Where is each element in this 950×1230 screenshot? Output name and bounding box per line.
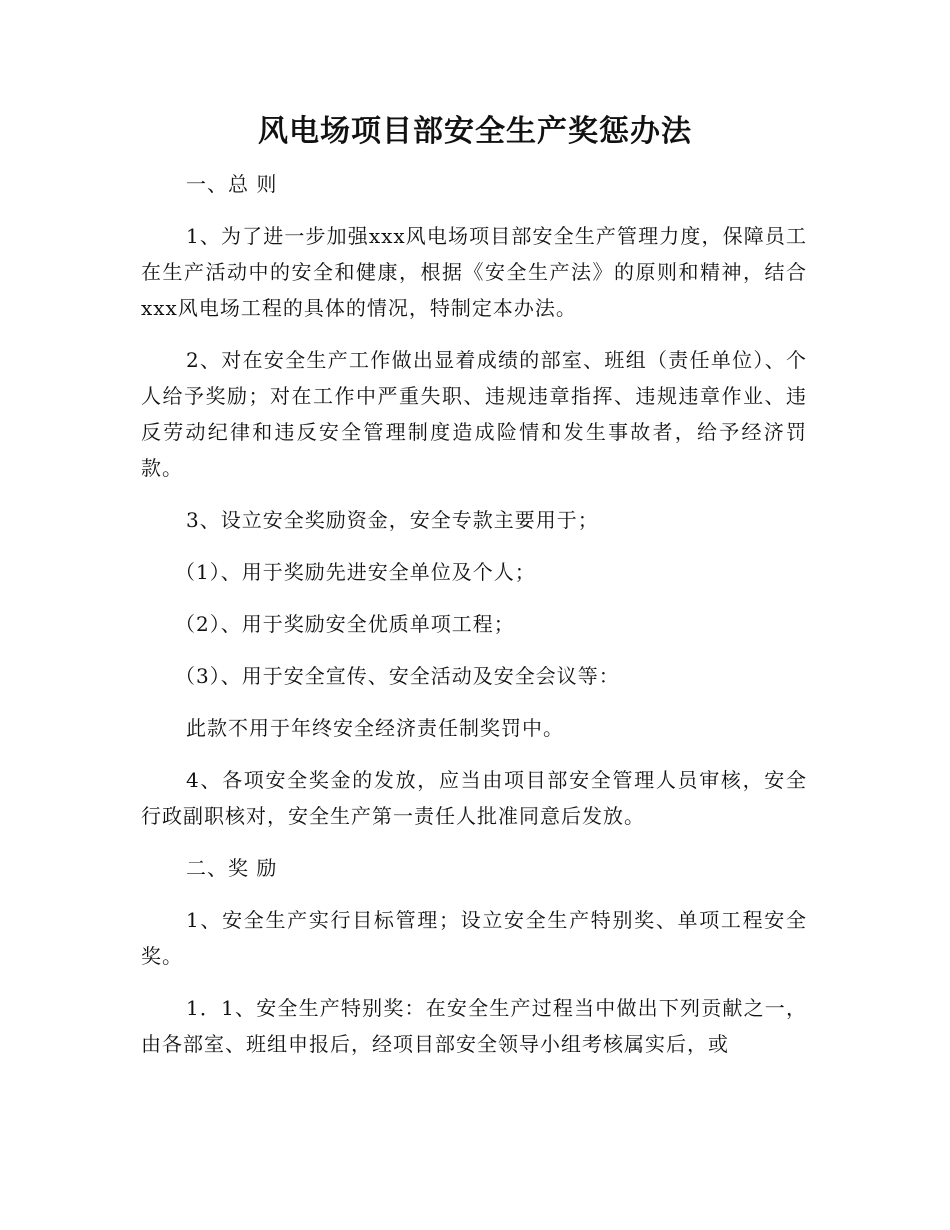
paragraph-rewards-1: 1、安全生产实行目标管理；设立安全生产特别奖、单项工程安全奖。 <box>141 908 807 968</box>
section-heading-general: 一、总 则 <box>186 172 278 196</box>
paragraph-3-fund: 3、设立安全奖励资金，安全专款主要用于； <box>186 508 599 532</box>
paragraph-rewards-1-1: 1．1、安全生产特别奖：在安全生产过程当中做出下列贡献之一，由各部室、班组申报后，经项目部安全领导小组考核属实后，或 <box>141 996 807 1056</box>
paragraph-1-purpose: 1、为了进一步加强xxx风电场项目部安全生产管理力度，保障员工在生产活动中的安全和健康，根据《安全生产法》的原则和精神，结合xxx风电场工程的具体的情况，特制定本办法。 <box>141 224 807 320</box>
list-item-fund-use-1: （1）、用于奖励先进安全单位及个人； <box>175 560 536 584</box>
document-body <box>141 166 807 1078</box>
paragraph-fund-exclusion: 此款不用于年终安全经济责任制奖罚中。 <box>186 716 564 740</box>
document-title: 风电场项目部安全生产奖惩办法 <box>258 114 692 149</box>
section-heading-rewards: 二、奖 励 <box>186 856 278 880</box>
list-item-fund-use-3: （3）、用于安全宣传、安全活动及安全会议等： <box>175 664 620 688</box>
list-item-fund-use-2: （2）、用于奖励安全优质单项工程； <box>175 612 515 636</box>
paragraph-4-approval: 4、各项安全奖金的发放，应当由项目部安全管理人员审核，安全行政副职核对，安全生产第一责任人批准同意后发放。 <box>141 768 807 828</box>
paragraph-2-rewards-penalties: 2、对在安全生产工作做出显着成绩的部室、班组（责任单位）、个人给予奖励；对在工作中严重失职、违规违章指挥、违规违章作业、违反劳动纪律和违反安全管理制度造成险情和发生事故者，给予经济罚款。 <box>141 348 807 480</box>
